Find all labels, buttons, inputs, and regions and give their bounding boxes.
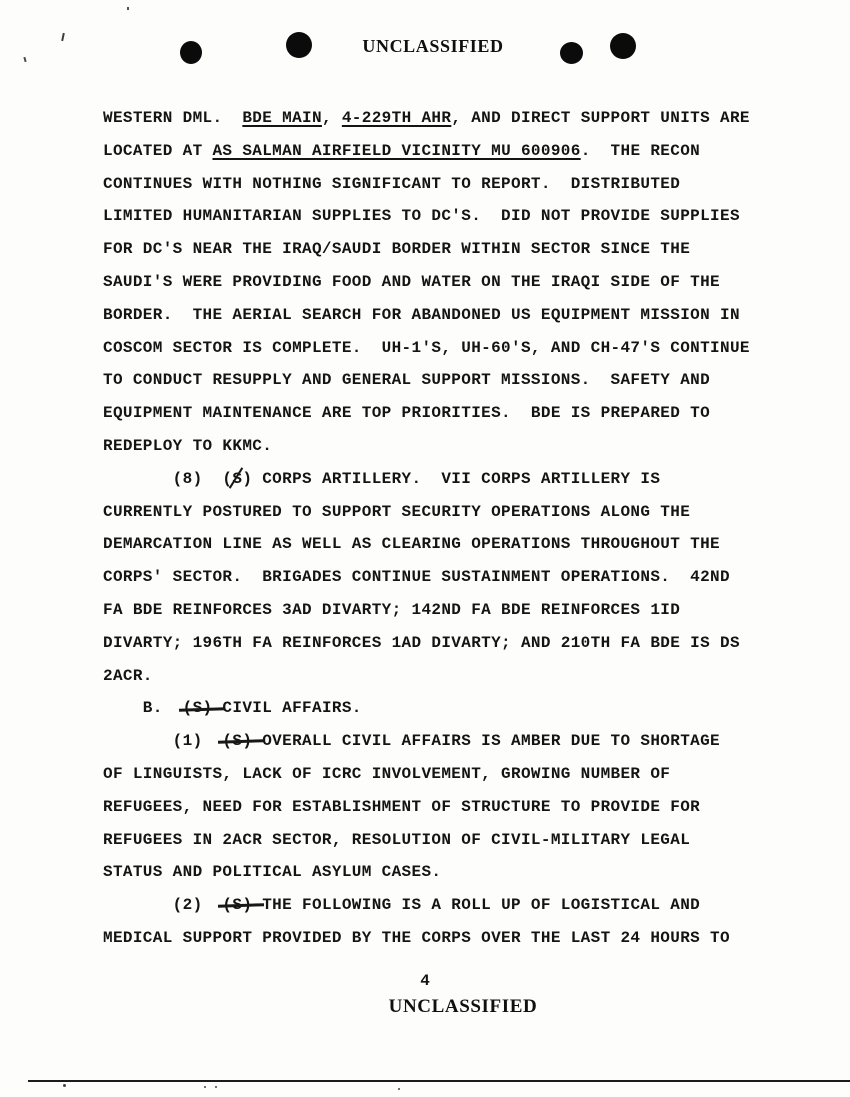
document-line <box>103 102 750 135</box>
text-segment: STATUS AND POLITICAL ASYLUM CASES. <box>103 863 442 882</box>
scan-artifact <box>23 57 26 62</box>
text-segment: REFUGEES, NEED FOR ESTABLISHMENT OF STRUCTURE TO PROVIDE FOR <box>103 797 701 816</box>
text-segment: EQUIPMENT MAINTENANCE ARE TOP PRIORITIES. BDE IS PREPARED TO <box>103 404 711 423</box>
document-line <box>103 791 750 824</box>
document-line <box>103 135 750 168</box>
scan-edge-line <box>28 1080 850 1082</box>
footer-classification: UNCLASSIFIED <box>388 996 538 1017</box>
text-segment: B. <box>103 699 183 718</box>
document-body <box>103 102 750 955</box>
underlined-text: AS SALMAN AIRFIELD VICINITY MU 600906 <box>212 141 581 160</box>
text-segment: LIMITED HUMANITARIAN SUPPLIES TO DC'S. DID NOT PROVIDE SUPPLIES <box>103 207 740 226</box>
text-segment: BORDER. THE AERIAL SEARCH FOR ABANDONED US EQUIPMENT MISSION IN <box>103 305 740 324</box>
text-segment: MEDICAL SUPPORT PROVIDED BY THE CORPS OVER THE LAST 24 HOURS TO <box>103 928 730 947</box>
text-segment: , AND DIRECT SUPPORT UNITS ARE <box>451 109 750 127</box>
text-segment: CONTINUES WITH NOTHING SIGNIFICANT TO REPORT. DISTRIBUTED <box>103 174 681 193</box>
document-line <box>103 856 750 889</box>
scan-artifact <box>127 7 129 10</box>
scan-artifact <box>63 1084 66 1087</box>
page-number: 4 <box>420 972 430 990</box>
document-line <box>103 397 750 430</box>
text-segment: DIVARTY; 196TH FA REINFORCES 1AD DIVARTY; AND 210TH FA BDE IS DS <box>103 633 740 652</box>
text-segment: REDEPLOY TO KKMC. <box>103 436 273 455</box>
document-line <box>103 200 750 233</box>
text-segment: FA BDE REINFORCES 3AD DIVARTY; 142ND FA BDE REINFORCES 1ID <box>103 600 681 619</box>
document-line <box>103 725 750 758</box>
document-line <box>103 758 750 791</box>
document-line <box>103 266 750 299</box>
document-line <box>103 692 750 725</box>
document-line <box>103 233 750 266</box>
header-classification: UNCLASSIFIED <box>362 36 504 56</box>
text-segment: WESTERN DML. <box>103 109 243 127</box>
document-line <box>103 528 750 561</box>
document-line <box>103 299 750 332</box>
document-line <box>103 561 750 594</box>
text-segment: SAUDI'S WERE PROVIDING FOOD AND WATER ON THE IRAQI SIDE OF THE <box>103 272 720 291</box>
text-segment: (8) <box>103 469 223 488</box>
slashed-classification-marking: (S) <box>222 469 253 488</box>
document-line <box>103 594 750 627</box>
scan-artifact <box>204 1086 206 1088</box>
text-segment: , <box>321 109 342 127</box>
document-line <box>103 496 750 529</box>
document-line <box>103 364 750 397</box>
struck-classification-marking: (S) <box>182 699 213 718</box>
text-segment: TO CONDUCT RESUPPLY AND GENERAL SUPPORT MISSIONS. SAFETY AND <box>103 371 711 390</box>
text-segment: REFUGEES IN 2ACR SECTOR, RESOLUTION OF CIVIL-MILITARY LEGAL <box>103 830 691 849</box>
document-line <box>103 660 750 693</box>
text-segment: DEMARCATION LINE AS WELL AS CLEARING OPERATIONS THROUGHOUT THE <box>103 535 720 554</box>
text-segment: . THE RECON <box>580 141 701 160</box>
document-line <box>103 430 750 463</box>
text-segment: THE FOLLOWING IS A ROLL UP OF LOGISTICAL AND <box>252 896 701 915</box>
document-line <box>103 463 750 496</box>
struck-classification-marking: (S) <box>222 896 253 915</box>
scan-artifact <box>215 1086 217 1088</box>
document-line <box>103 922 750 955</box>
document-line <box>103 168 750 201</box>
scan-artifact <box>398 1088 400 1090</box>
text-segment: CIVIL AFFAIRS. <box>212 699 362 718</box>
document-line <box>103 332 750 365</box>
text-segment: (1) <box>103 732 223 751</box>
underlined-text: BDE MAIN <box>242 109 322 127</box>
text-segment: (2) <box>103 896 223 915</box>
document-line <box>103 889 750 922</box>
document-line <box>103 824 750 857</box>
text-segment: 2ACR. <box>103 666 153 685</box>
text-segment: LOCATED AT <box>103 141 213 160</box>
text-segment: OVERALL CIVIL AFFAIRS IS AMBER DUE TO SHORTAGE <box>252 732 721 751</box>
underlined-text: 4-229TH AHR <box>341 109 452 127</box>
text-segment: FOR DC'S NEAR THE IRAQ/SAUDI BORDER WITHIN SECTOR SINCE THE <box>103 240 691 259</box>
text-segment: OF LINGUISTS, LACK OF ICRC INVOLVEMENT, GROWING NUMBER OF <box>103 764 671 783</box>
struck-classification-marking: (S) <box>222 732 253 751</box>
document-line <box>103 627 750 660</box>
text-segment: CORPS' SECTOR. BRIGADES CONTINUE SUSTAINMENT OPERATIONS. 42ND <box>103 568 730 587</box>
text-segment: CURRENTLY POSTURED TO SUPPORT SECURITY OPERATIONS ALONG THE <box>103 502 691 521</box>
text-segment: CORPS ARTILLERY. VII CORPS ARTILLERY IS <box>252 469 661 488</box>
text-segment: COSCOM SECTOR IS COMPLETE. UH-1'S, UH-60'S, AND CH-47'S CONTINUE <box>103 338 750 357</box>
